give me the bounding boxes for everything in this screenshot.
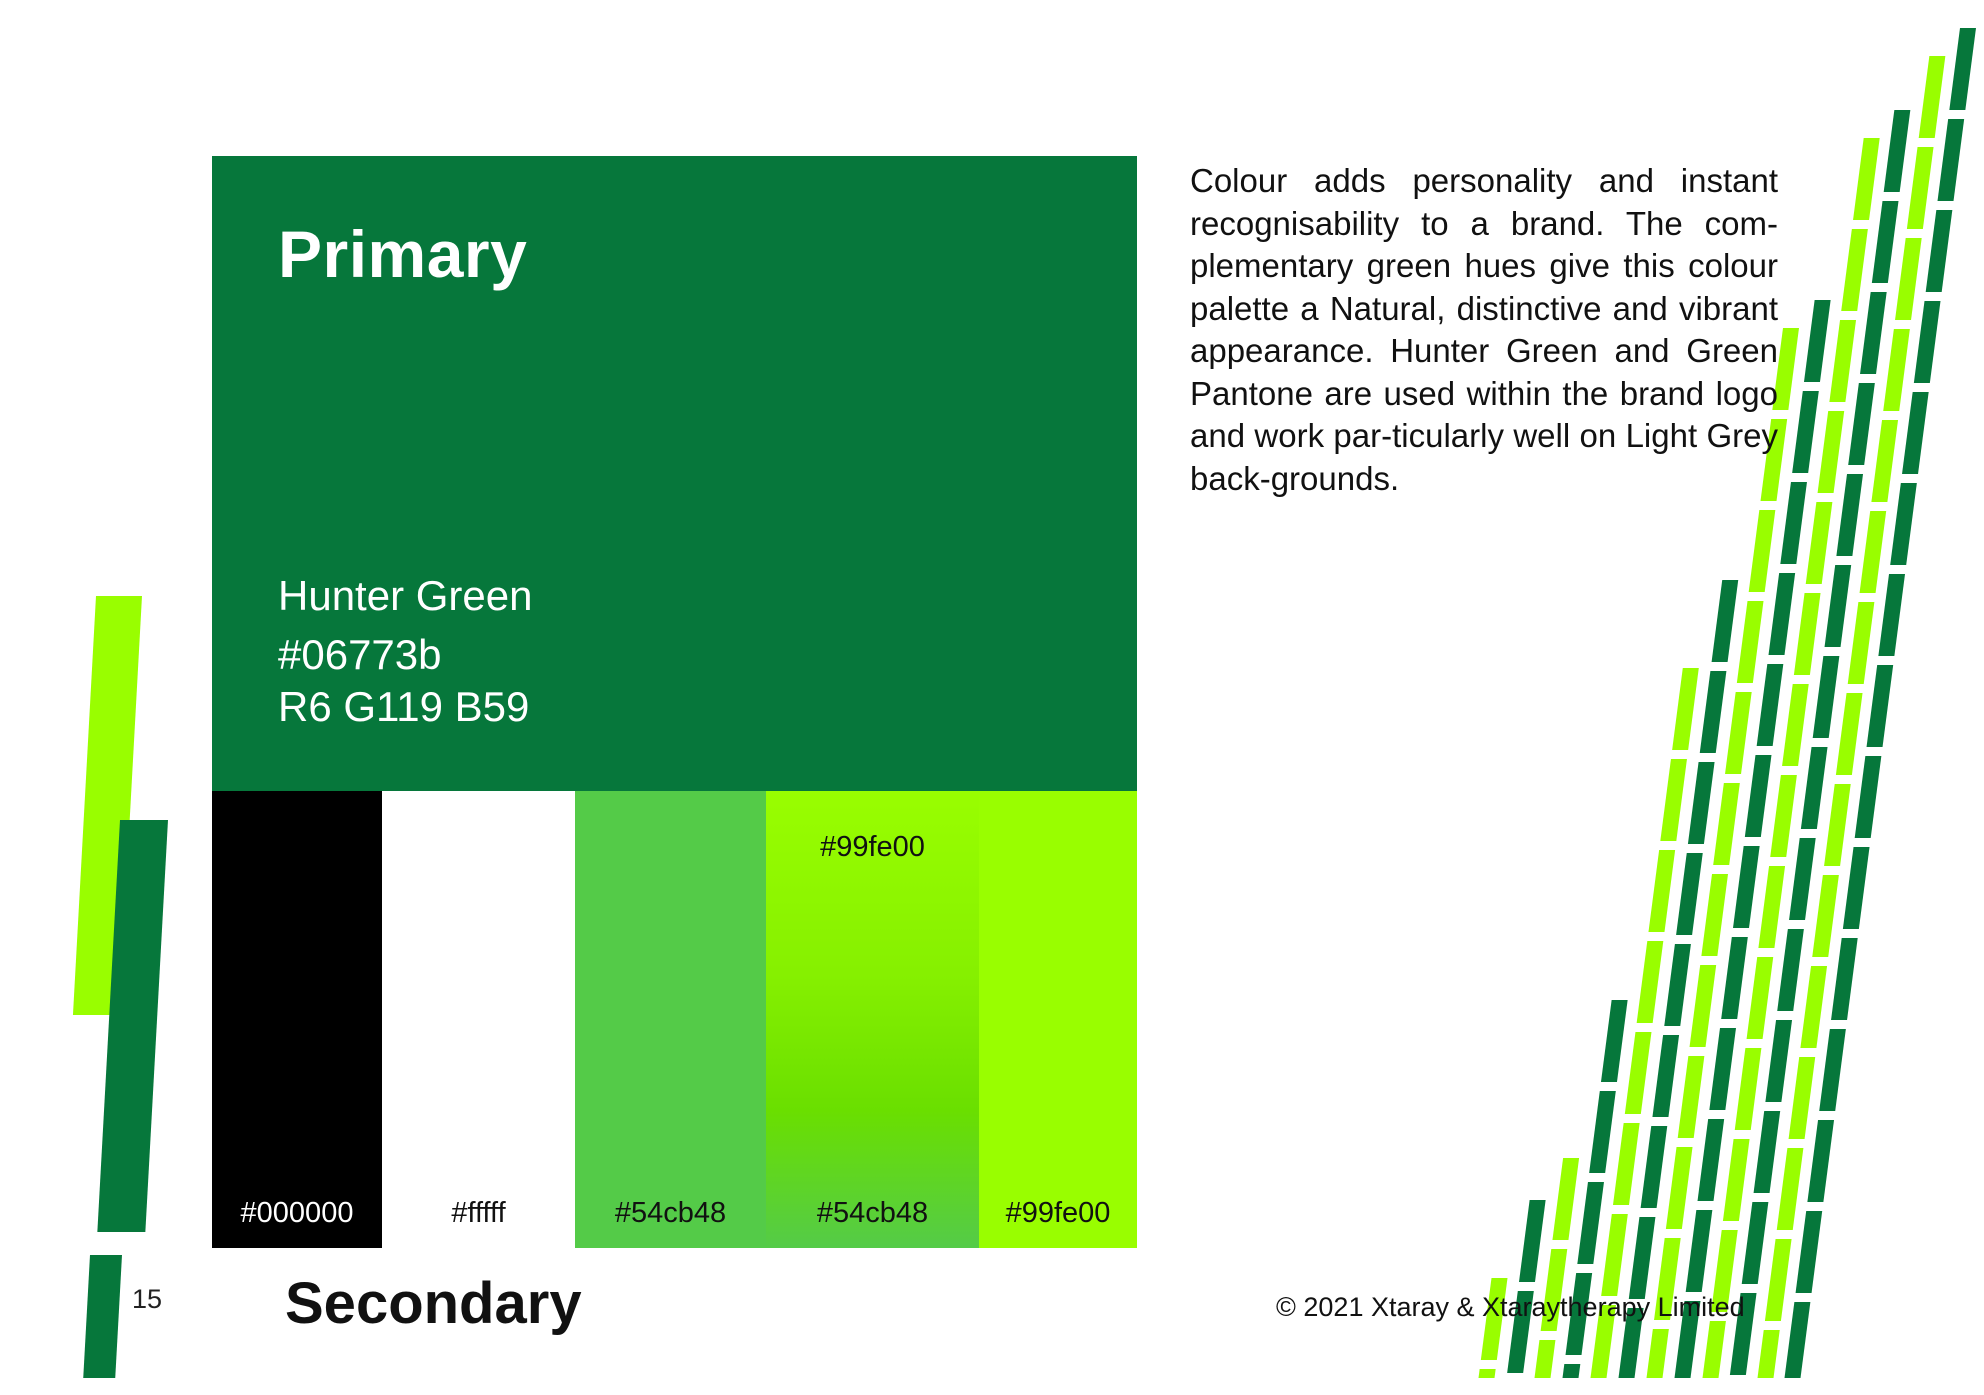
stripe-segment [1907,147,1934,229]
swatch-label: #54cb48 [614,1197,727,1229]
stripe-segment [1765,1239,1792,1321]
stripe-segment [1742,1202,1769,1284]
stripe-segment [1860,292,1887,374]
stripe-segment [1825,565,1852,647]
stripe-segment [1712,580,1739,662]
stripe-segment [1589,1091,1616,1173]
stripe-segment [1878,574,1905,656]
stripe-segment [1577,1182,1604,1264]
primary-color-name: Hunter Green [278,572,533,619]
stripe-segment [1625,1032,1652,1114]
stripe-segment [1883,329,1910,411]
stripe-segment [1479,1369,1496,1378]
stripe-segment [1824,784,1851,866]
stripe-segment [1812,875,1839,957]
stripe-segment [1664,944,1691,1026]
stripe-segment [1676,853,1703,935]
stripe-segment [1601,1000,1628,1082]
stripe-segment [1801,747,1828,829]
stripe-segment [1884,110,1911,192]
stripe-segment [1867,665,1894,747]
stripe-segment [1860,511,1887,593]
stripe-segment [1666,1147,1693,1229]
stripe-segment [1749,510,1776,592]
stripe-segment [1698,1119,1725,1201]
stripe-segment [1629,1217,1656,1299]
stripe-segment [1563,1364,1581,1378]
stripe-segment [1770,775,1797,857]
stripe-segment [1841,229,1868,311]
stripe-segment [1890,483,1917,565]
stripe-segment [1703,1321,1726,1378]
stripe-segment [1777,929,1804,1011]
swatch-black [212,791,382,1248]
stripe-segment [1895,238,1922,320]
stripe-segment [1831,938,1858,1020]
stripe-segment [1800,966,1827,1048]
stripe-segment [1807,1120,1834,1202]
stripe-segment [1819,1029,1846,1111]
stripe-segment [1535,1340,1556,1378]
stripe-segment [1735,1048,1762,1130]
stripe-segment [1792,391,1819,473]
stripe-segment [1519,1200,1546,1282]
stripe-segment [1757,664,1784,746]
swatch-white [382,791,575,1248]
stripe-segment [1725,692,1752,774]
stripe-segment [1686,1210,1713,1292]
stripe-segment [1652,1035,1679,1117]
stripe-segment [1926,210,1953,292]
stripe-segment [1641,1126,1668,1208]
stripe-segment [1938,119,1965,201]
stripe-segment [1701,874,1728,956]
stripe-segment [1836,693,1863,775]
stripe-segment [1637,941,1664,1023]
stripe-segment [1813,656,1840,738]
stripe-segment [1758,1330,1780,1378]
stripe-segment [1690,965,1717,1047]
stripe-segment [1678,1056,1705,1138]
swatch-label: #99fe00 [1005,1197,1111,1229]
stripe-segment [1789,838,1816,920]
stripe-segment [1949,28,1976,110]
stripe-segment [1836,474,1863,556]
description-paragraph: Colour adds personality and instant recognisability to a brand. The com-plementary green hues give this colour palette a Natural, distinctive and vibrant appearance. Hunter Green and Green Pantone are used within the brand logo and work par-ticularly well on Light Grey back-grounds. [1190,162,1778,497]
stripe-segment [1782,684,1809,766]
primary-heading: Primary [278,217,528,291]
secondary-heading: Secondary [285,1271,582,1336]
stripe-segment [1713,783,1740,865]
stripe-segment [1737,601,1764,683]
stripe-segment [1709,1028,1736,1110]
copyright-notice: © 2021 Xtaray & Xtaraytherapy Limited [1276,1292,1745,1322]
stripe-segment [1777,1148,1804,1230]
primary-color-rgb: R6 G119 B59 [278,683,530,730]
stripe-segment [1765,1020,1792,1102]
stripe-segment [1871,420,1898,502]
stripe-segment [1747,957,1774,1039]
stripe-segment [1647,1329,1669,1378]
stripe-segment [1785,1302,1811,1378]
stripe-segment [1723,1139,1750,1221]
stripe-segment [1672,668,1699,750]
stripe-segment [1660,759,1687,841]
stripe-segment [1794,593,1821,675]
swatch-lime [979,791,1137,1248]
swatch-label: #000000 [240,1197,354,1229]
stripe-segment [1754,1111,1781,1193]
stripe-segment [1848,383,1875,465]
stripe-segment [1613,1123,1640,1205]
primary-color-hex: #06773b [278,631,442,678]
stripe-segment [1789,1057,1816,1139]
swatch-green [575,791,766,1248]
stripe-segment [1758,866,1785,948]
stripe-segment [1806,502,1833,584]
stripe-segment [1818,411,1845,493]
stripe-segment [1829,320,1856,402]
stripe-segment [1848,602,1875,684]
stripe-segment [1721,937,1748,1019]
stripe-segment [1902,392,1929,474]
stripe-segment [1843,847,1870,929]
stripe-segment [1768,573,1795,655]
stripe-segment [1919,56,1946,138]
stripe-segment [1700,671,1727,753]
stripe-segment [83,1255,122,1378]
swatch-top-label: #99fe00 [820,831,925,863]
stripe-segment [1688,762,1715,844]
stripe-segment [1804,300,1831,382]
stripe-segment [1552,1158,1579,1240]
stripe-segment [1914,301,1941,383]
swatch-label: #fffff [451,1197,506,1229]
stripe-segment [1855,756,1882,838]
stripe-segment [1745,755,1772,837]
stripe-segment [1601,1214,1628,1296]
swatch-gradient [766,791,979,1248]
page-number: 15 [132,1284,163,1314]
stripe-segment [1853,138,1880,220]
stripe-segment [1780,482,1807,564]
stripe-segment [1872,201,1899,283]
stripe-segment [1733,846,1760,928]
stripe-segment [1648,850,1675,932]
stripe-segment [1796,1211,1823,1293]
swatch-label: #54cb48 [816,1197,929,1229]
